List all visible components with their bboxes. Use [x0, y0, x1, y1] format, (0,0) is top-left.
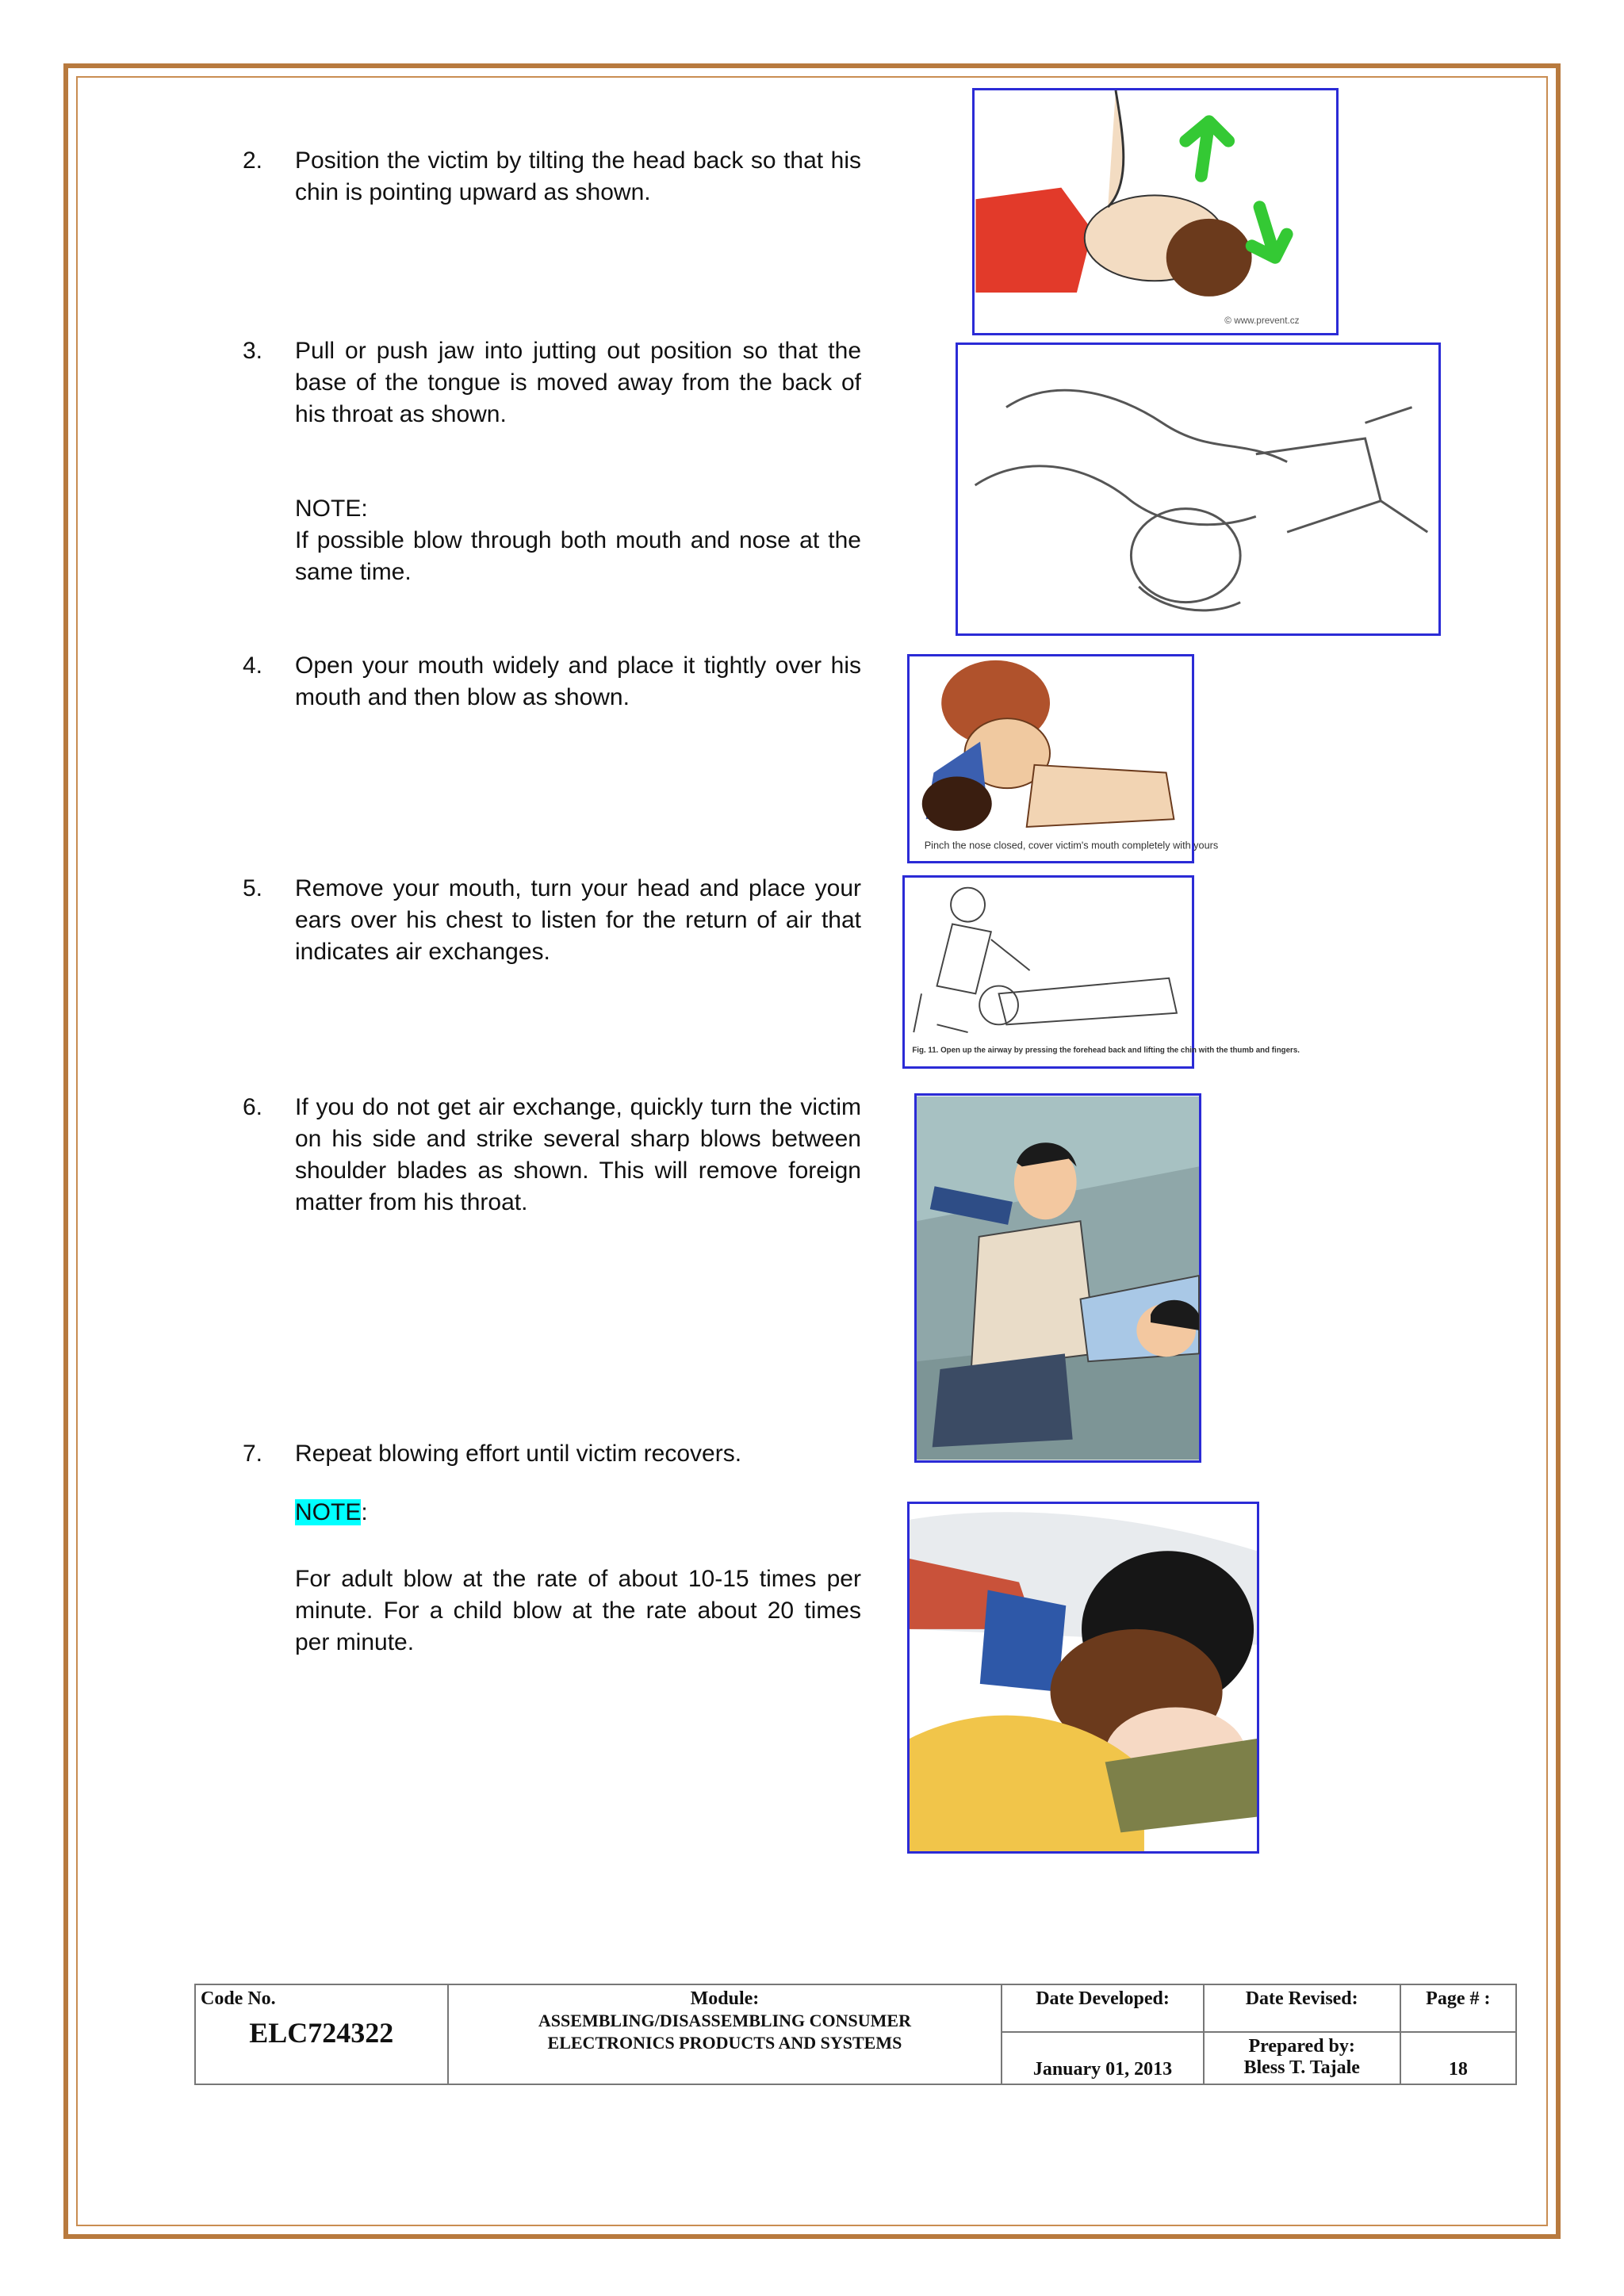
- step-text: Position the victim by tilting the head back so that his chin is pointing upward as shown.: [295, 147, 861, 205]
- step-4: [243, 650, 861, 714]
- note-label: NOTE:: [295, 496, 368, 522]
- step-text: If you do not get air exchange, quickly turn the victim on his side and strike several sharp blows between shoulder blades as shown. This will remove foreign matter from his throat.: [295, 1094, 861, 1215]
- step-text: Repeat blowing effort until victim recovers.: [295, 1441, 742, 1467]
- step-7: [243, 1438, 861, 1470]
- step-number: 6.: [243, 1094, 263, 1120]
- note-2: [243, 1563, 861, 1659]
- mouth-to-mouth-illustration: [907, 654, 1219, 863]
- step-text: Open your mouth widely and place it tightly over his mouth and then blow as shown.: [295, 652, 861, 710]
- code-cell: [195, 1984, 448, 2084]
- back-blows-illustration: [914, 1093, 1201, 1463]
- step-2: [243, 145, 861, 209]
- image-caption: Pinch the nose closed, cover victim's mouth completely with yours: [924, 840, 1219, 851]
- prepared-by-value: Bless T. Tajale: [1243, 2057, 1360, 2078]
- image-caption: © www.prevent.cz: [1224, 316, 1300, 327]
- footer-table: [194, 1984, 1517, 2085]
- listen-for-breath-illustration: [902, 875, 1300, 1069]
- page-number: 18: [1400, 2032, 1516, 2084]
- prepared-by-label: Prepared by:: [1248, 2036, 1355, 2057]
- step-text: Remove your mouth, turn your head and place your ears over his chest to listen for the return of air that indicates air exchanges.: [295, 875, 861, 965]
- date-developed-label: Date Developed:: [1002, 1984, 1203, 2032]
- note-1: [243, 493, 861, 588]
- head-tilt-illustration: [972, 88, 1339, 335]
- step-6: [243, 1092, 861, 1219]
- image-caption: Fig. 11. Open up the airway by pressing the forehead back and lifting the chin with the thumb and fingers.: [912, 1046, 1300, 1055]
- page-label: Page # :: [1400, 1984, 1516, 2032]
- note-text: If possible blow through both mouth and nose at the same time.: [295, 527, 861, 585]
- module-line-1: ASSEMBLING/DISASSEMBLING CONSUMER: [538, 2011, 911, 2030]
- step-number: 3.: [243, 338, 263, 364]
- note-text: For adult blow at the rate of about 10-15 times per minute. For a child blow at the rate about 20 times per minute.: [295, 1566, 861, 1655]
- step-number: 2.: [243, 147, 263, 174]
- note-2-label: NOTE:: [295, 1499, 368, 1525]
- module-line-2: ELECTRONICS PRODUCTS AND SYSTEMS: [547, 2033, 902, 2053]
- prepared-by-cell: [1204, 2032, 1400, 2084]
- module-cell: [448, 1984, 1002, 2084]
- date-revised-label: Date Revised:: [1204, 1984, 1400, 2032]
- step-number: 5.: [243, 875, 263, 901]
- step-text: Pull or push jaw into jutting out position so that the base of the tongue is moved away from the back of his throat as shown.: [295, 338, 861, 427]
- date-developed-value: January 01, 2013: [1002, 2032, 1203, 2084]
- code-label: Code No.: [201, 1988, 276, 2009]
- step-number: 4.: [243, 652, 263, 679]
- step-number: 7.: [243, 1441, 263, 1467]
- step-3: [243, 335, 861, 430]
- step-5: [243, 873, 861, 968]
- module-label: Module:: [690, 1988, 760, 2009]
- jaw-thrust-illustration: [956, 342, 1441, 636]
- rescue-breathing-illustration: [907, 1502, 1259, 1854]
- code-value: ELC724322: [249, 2017, 394, 2049]
